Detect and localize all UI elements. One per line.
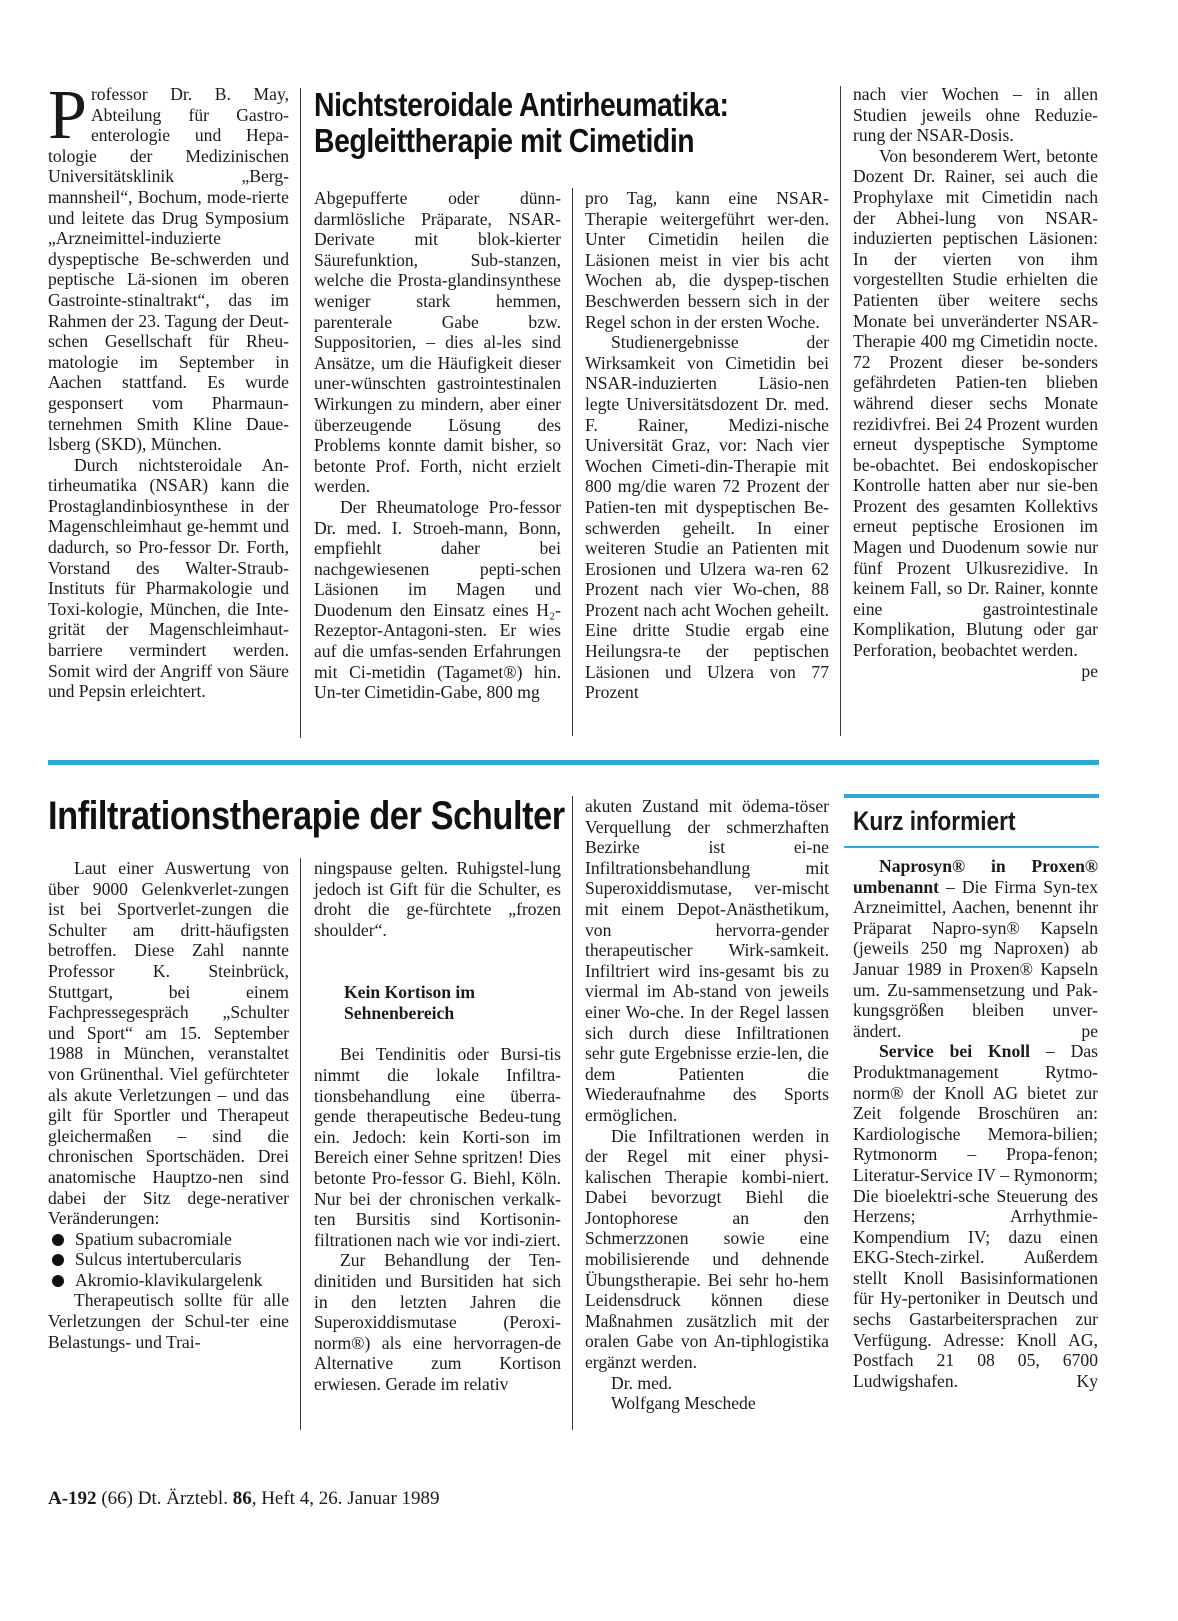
news-item-knoll: Service bei Knoll – Das Produktmanagement Rytmo-norm® der Knoll AG bietet zur Zeit folgende Broschüren an: Kardiologische Memora-bilien; Rytmonorm – Propa-fenon; Literatur-Service IV – Rymonorm; Die bioelektri-sche Steuerung des Herzens; Arrhythmie-Kompendium IV; dazu einen EKG-Stech-zirkel. Außerdem stellt Knoll Basisinformationen für Hy-pertoniker in Deutsch und sechs Gastarbeitersprachen zur Verfügung. Adresse: Knoll AG, Postfach 21 08 05, 6700 Ludwigshafen. Ky (853, 1041, 1098, 1391)
article1-headline-line2: Begleittherapie mit Cimetidin (314, 122, 695, 159)
article1-col1 (48, 77, 289, 702)
article1-col4-p1: nach vier Wochen – in allen Studien jeweils ohne Reduzie-rung der NSAR-Dosis. (853, 84, 1098, 146)
column-divider (572, 796, 573, 1430)
list-item: Sulcus intertubercularis (48, 1249, 289, 1270)
author-initials: pe (1081, 660, 1098, 681)
article2-col1 (48, 858, 289, 1352)
article2-col3 (585, 796, 829, 1414)
article1-col4 (853, 84, 1098, 681)
author-line1: Dr. med. (611, 1372, 673, 1393)
article2-col3-p2: Die Infiltrationen werden in der Regel mit einer physi-kalischen Therapie kombi-niert. Dabei bevorzugt Biehl die Jontophorese an den Schmerzzonen sowie eine mobilisierende und dehnende Übungstherapie. Bei sehr ho-hem Leidensdruck können diese Maßnahmen zusätzlich mit der oralen Gabe von An-tiphlogistika ergänzt werden. (585, 1125, 829, 1373)
dropcap-letter: P (48, 77, 87, 154)
article1-col4-p2: Von besonderem Wert, betonte Dozent Dr. Rainer, sei auch die Prophylaxe mit Cimetidin nach der Abhei-lung von NSAR-induzierten peptischen Läsionen: In der vierten von ihm vorgestellten Studie erhielten die Patienten über weitere sechs Monate bei unveränderter NSAR-Therapie 400 mg Cimetidin nocte. 72 Prozent dieser be-sonders gefährdeten Patien-ten blieben während dieser sechs Monate rezidivfrei. Bei 24 Prozent wurden erneut dyspeptische Symptome be-obachtet. Bei endoskopischer Kontrolle hatten aber nur sie-ben Prozent des gesamten Kollektivs erneut peptische Erosionen im Magen und Duodenum sowie nur fünf Prozent Ulkusrezidive. In keinem Fall, so Dr. Rainer, konnte eine gastrointestinale Komplikation, Blutung oder gar Perforation, beobachtet werden. pe (853, 145, 1098, 681)
author-initials: pe (1081, 1020, 1098, 1041)
page-footer: A-192 (66) Dt. Ärztebl. 86, Heft 4, 26. Januar 1989 (48, 1488, 440, 1509)
article1-col2-p2: Der Rheumatologe Pro-fessor Dr. med. I. Stroeh-mann, Bonn, empfiehlt daher bei nachgewiesenen pepti-schen Läsionen im Magen und Duodenum den Einsatz eines H₂-Rezeptor-Antagoni-sten. Er wies auf die umfas-senden Erfahrungen mit Ci-metidin (Tagamet®) hin. Un-ter Cimetidin-Gabe, 800 mg (314, 496, 561, 703)
article1-headline-line1: Nichtsteroidale Antirheumatika: (314, 86, 729, 123)
article2-headline: Infiltrationstherapie der Schulter (48, 794, 565, 838)
article2-col2-p3: Zur Behandlung der Ten-dinitiden und Bursitiden hat sich in den letzten Jahren die Superoxiddismutase (Peroxi-norm®) als eine hervorragen-de Alternative zum Kortison erwiesen. Gerade im relativ (314, 1250, 561, 1394)
volume-number: 86 (232, 1488, 252, 1509)
column-divider (300, 88, 301, 738)
bullet-list (48, 1229, 289, 1291)
article1-col1-p1: Professor Dr. B. May, Abteilung für Gastro-enterologie und Hepa-tologie der Medizinischen Universitätsklinik „Berg-mannsheil“, Bochum, mode-rierte und leitete das Drug Symposium „Arzneimittel-induzierte dyspeptische Be-schwerden und peptische Lä-sionen im oberen Gastrointe-stinaltrakt“, das im Rahmen der 23. Tagung der Deut-schen Gesellschaft für Rheu-matologie im September in Aachen stattfand. Es wurde gesponsert vom Pharmaun-ternehmen Smith Kline Daue-lsberg (SKD), München. (48, 77, 289, 455)
section-separator (48, 760, 1099, 765)
sidebar-news (853, 856, 1098, 1391)
article1-col2-p1: Abgepufferte oder dünn-darmlösliche Präparate, NSAR-Derivate mit blok-kierter Säurefunktion, Sub-stanzen, welche die Prosta-glandinsynthese weniger stark hemmen, parenterale Gabe bzw. Suppositorien, – dies al-les sind Ansätze, um die Häufigkeit dieser uner-wünschten gastrointestinalen Wirkungen zu mindern, aber einer überzeugende Lösung des Problems konnte damit bisher, so betonte Prof. Forth, nicht erzielt werden. (314, 188, 561, 497)
author-line2: Wolfgang Meschede (611, 1393, 756, 1414)
article1-col1-p2: Durch nichtsteroidale An-tirheumatika (NSAR) kann die Prostaglandinbiosynthese in der Magenschleimhaut ge-hemmt und dadurch, so Pro-fessor Dr. Forth, Vorstand des Walter-Straub-Instituts für Pharmakologie und Toxi-kologie, München, die Inte-grität der Magenschleimhaut-barriere vermindert werden. Somit wird der Angriff von Säure und Pepsin erleichtert. (48, 454, 289, 702)
article1-col3-p1: pro Tag, kann eine NSAR-Therapie weitergeführt wer-den. Unter Cimetidin heilen die Läsionen meist in vier bis acht Wochen ab, die dyspep-tischen Beschwerden bessern sich in der Regel schon in der ersten Woche. (585, 188, 829, 332)
article2-col2-p2: Bei Tendinitis oder Bursi-tis nimmt die lokale Infiltra-tionsbehandlung eine überra-gende therapeutische Bedeu-tung ein. Jedoch: kein Korti-son im Bereich einer Sehne spritzen! Dies betonte Pro-fessor G. Biehl, Köln. Nur bei der chronischen verkalk-ten Bursitis sind Kortisonin-filtrationen nach wie vor indi-ziert. (314, 1044, 561, 1250)
sidebar-title-rule (844, 846, 1099, 848)
article1-col2 (314, 188, 561, 703)
list-item: Akromio-klavikulargelenk (48, 1270, 289, 1291)
author-initials: Ky (1076, 1370, 1098, 1391)
article2-col3-p1: akuten Zustand mit ödema-töser Verquellung der schmerzhaften Bezirke ist ei-ne Infiltrationsbehandlung mit Superoxiddismutase, ver-mischt mit einem Depot-Anästhetikum, von hervorra-gender therapeutischer Wirk-samkeit. Infiltriert wird ins-gesamt bis zu viermal im Ab-stand von jeweils einer Wo-che. In der Regel lassen sich durch diese Infiltrationen sehr gute Ergebnisse erzie-len, die dem Patienten die Wiederaufnahme des Sports ermöglichen. (585, 796, 829, 1125)
article2-col2 (314, 858, 561, 1394)
list-item: Spatium subacromiale (48, 1229, 289, 1250)
page-number: A-192 (48, 1488, 97, 1509)
sidebar-title: Kurz informiert (853, 806, 1016, 836)
column-divider (300, 858, 301, 1430)
news-item-naprosyn: Naprosyn® in Proxen® umbenannt – Die Firma Syn-tex Arzneimittel, Aachen, benennt ihr Präparat Napro-syn® Kapseln (jeweils 250 mg Naproxen) ab Januar 1989 in Proxen® Kapseln um. Zu-sammensetzung und Pak-kungsgrößen bleiben unver-ändert. pe (853, 856, 1098, 1041)
column-divider (572, 188, 573, 736)
article1-col3-p2: Studienergebnisse der Wirksamkeit von Cimetidin bei NSAR-induzierten Läsio-nen legte Universitätsdozent Dr. med. F. Rainer, Medizi-nische Universität Graz, vor: Nach vier Wochen Cimeti-din-Therapie mit 800 mg/die waren 72 Prozent der Patien-ten mit dyspeptischen Be-schwerden geheilt. In einer weiteren Studie an Patienten mit Erosionen und Ulzera wa-ren 62 Prozent nach vier Wo-chen, 88 Prozent nach acht Wochen geheilt. Eine dritte Studie ergab eine Heilungsra-te der peptischen Läsionen und Ulzera von 77 Prozent (585, 332, 829, 703)
article2-col1-p1: Laut einer Auswertung von über 9000 Gelenkverlet-zungen ist bei Sportverlet-zungen die Schulter am dritt-häufigsten betroffen. Diese Zahl nannte Professor K. Steinbrück, Stuttgart, bei einem Fachpressegespräch „Schulter und Sport“ am 15. September 1988 in München, veranstaltet von Grünenthal. Viel gefürchteter als akute Verletzungen – und das gilt für Sportler und Therapeut gleichermaßen – sind die chronischen Sportschäden. Drei anatomische Hauptzo-nen sind dabei der Sitz dege-nerativer Veränderungen: (48, 858, 289, 1229)
column-divider (840, 86, 841, 736)
article2-col2-p1: ningspause gelten. Ruhigstel-lung jedoch ist Gift für die Schulter, es droht die ge-fürchtete „frozen shoulder“. (314, 858, 561, 940)
article2-col1-p2: Therapeutisch sollte für alle Verletzungen der Schul-ter eine Belastungs- und Trai- (48, 1290, 289, 1352)
article1-col3 (585, 188, 829, 703)
subheading: Kein Kortison im Sehnenbereich (344, 982, 475, 1024)
sidebar-top-rule (844, 794, 1099, 798)
